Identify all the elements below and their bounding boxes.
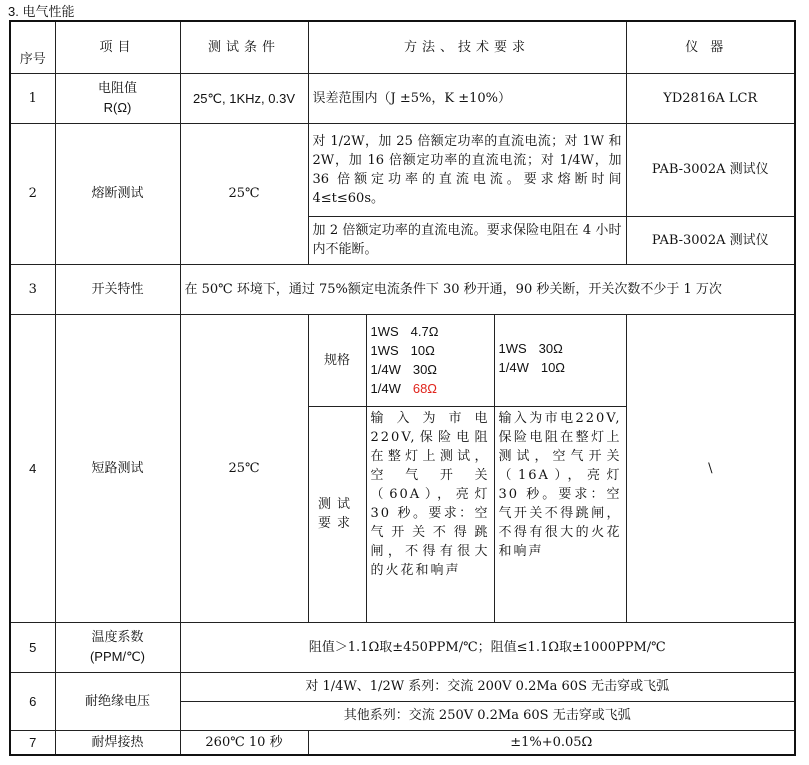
condition-cell: 25℃ xyxy=(180,314,308,622)
row-number: 4 xyxy=(10,314,55,622)
requirement-left: 输入为市电220V,保险电阻在整灯上测试，空气开关（60A），亮灯 30 秒。要求：空气开关不得跳闸，不得有很大的火花和响声 xyxy=(366,406,494,622)
highlighted-value: 68Ω xyxy=(412,381,438,396)
requirement-label: 测试要求 xyxy=(308,406,366,622)
spec-line: 1WS 30Ω xyxy=(498,340,563,356)
condition-cell: 25℃, 1KHz, 0.3V xyxy=(180,73,308,123)
table-row xyxy=(10,622,795,672)
row-number: 2 xyxy=(10,123,55,264)
method-cell: 对 1/4W、1/2W 系列：交流 200V 0.2Ma 60S 无击穿或飞弧 xyxy=(180,672,795,701)
spec-label: 规格 xyxy=(308,314,366,406)
electrical-performance-table xyxy=(9,20,796,756)
section-title: 3. 电气性能 xyxy=(8,4,75,19)
method-cell: 其他系列：交流 250V 0.2Ma 60S 无击穿或飞弧 xyxy=(180,701,795,730)
spec-line: 1WS 4.7Ω xyxy=(370,324,439,339)
header-method: 方法、技术要求 xyxy=(308,21,626,73)
item-line: 温度系数 xyxy=(91,630,144,645)
header-instrument: 仪器 xyxy=(626,21,795,73)
spec-line: 1/4W 68Ω xyxy=(370,381,438,396)
table-row xyxy=(10,264,795,314)
requirement-right: 输入为市电220V,保险电阻在整灯上测试，空气开关（16A），亮灯 30 秒。要求：空气开关不得跳闸，不得有很大的火花和响声 xyxy=(494,406,626,622)
item-line: 电阻值 xyxy=(97,81,137,96)
row-number: 3 xyxy=(10,264,55,314)
item-line: R(Ω) xyxy=(103,100,132,115)
table-row xyxy=(10,672,795,701)
row-number: 6 xyxy=(10,672,55,730)
instrument-cell: PAB-3002A 测试仪 xyxy=(626,216,795,264)
method-cell: ±1%+0.05Ω xyxy=(308,730,795,755)
table-row xyxy=(10,123,795,216)
condition-cell: 25℃ xyxy=(180,123,308,264)
row-number: 5 xyxy=(10,622,55,672)
item-cell xyxy=(55,73,180,123)
table-row xyxy=(10,730,795,755)
item-cell: 开关特性 xyxy=(55,264,180,314)
header-item: 项目 xyxy=(55,21,180,73)
item-cell: 熔断测试 xyxy=(55,123,180,264)
spec-line: 1WS 10Ω xyxy=(370,343,435,358)
row-number: 1 xyxy=(10,73,55,123)
spec-line: 1/4W 30Ω xyxy=(370,362,438,377)
item-cell: 耐焊接热 xyxy=(55,730,180,755)
item-cell: 短路测试 xyxy=(55,314,180,622)
spec-line: 1/4W 10Ω xyxy=(498,359,566,375)
table-row xyxy=(10,73,795,123)
instrument-cell: YD2816A LCR xyxy=(626,73,795,123)
row-number: 7 xyxy=(10,730,55,755)
method-cell: 加 2 倍额定功率的直流电流。要求保险电阻在 4 小时内不能断。 xyxy=(308,216,626,264)
method-cell: 在 50℃ 环境下，通过 75%额定电流条件下 30 秒开通，90 秒关断，开关次数不少于 1 万次 xyxy=(180,264,795,314)
instrument-cell: PAB-3002A 测试仪 xyxy=(626,123,795,216)
item-cell xyxy=(55,622,180,672)
spec-list-left xyxy=(366,314,494,406)
item-cell: 耐绝缘电压 xyxy=(55,672,180,730)
item-line: (PPM/℃) xyxy=(89,649,146,664)
header-row xyxy=(10,21,795,73)
header-no: 序号 xyxy=(10,21,55,73)
method-cell: 误差范围内（J ±5%，K ±10%） xyxy=(308,73,626,123)
header-condition: 测试条件 xyxy=(180,21,308,73)
method-cell: 对 1/2W，加 25 倍额定功率的直流电流；对 1W 和 2W，加 16 倍额定功率的直流电流；对 1/4W，加 36 倍额定功率的直流电流。要求熔断时间 4≤t≤60s。 xyxy=(308,123,626,216)
table-row xyxy=(10,314,795,406)
method-cell: 阻值＞1.1Ω取±450PPM/℃；阻值≤1.1Ω取±1000PPM/℃ xyxy=(180,622,795,672)
condition-cell: 260℃ 10 秒 xyxy=(180,730,308,755)
instrument-cell: \ xyxy=(626,314,795,622)
spec-list-right xyxy=(494,314,626,406)
